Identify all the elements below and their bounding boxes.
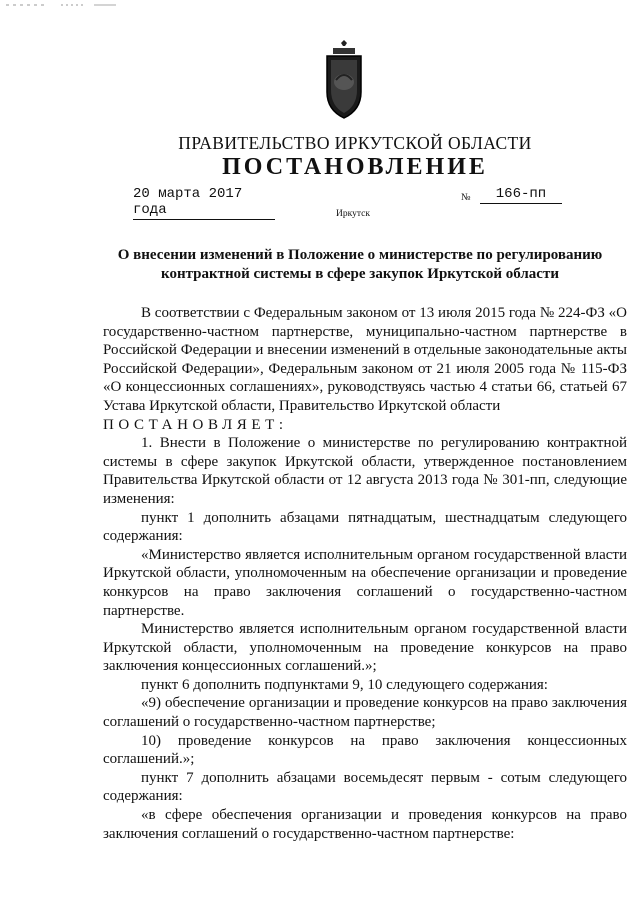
government-name: ПРАВИТЕЛЬСТВО ИРКУТСКОЙ ОБЛАСТИ — [178, 133, 532, 153]
paragraph-subpoint-9: «9) обеспечение организации и проведение конкурсов на право заключения соглашений о государственно-частном партнерстве; — [103, 695, 627, 731]
paragraph-point-1: пункт 1 дополнить абзацами пятнадцатым, шестнадцатым следующего содержания: — [103, 509, 627, 545]
number-label: № — [461, 192, 471, 203]
document-body — [103, 304, 627, 843]
paragraph-quote-1: «Министерство является исполнительным органом государственной власти Иркутской области, уполномоченным на обеспечение организации и проведение конкурсов на право заключения соглашений о государственно-частном партнерстве. — [103, 546, 627, 619]
paragraph-subpoint-10: 10) проведение конкурсов на право заключения концессионных соглашений.»; — [103, 732, 627, 768]
coat-of-arms-emblem — [319, 40, 369, 120]
subject-line-2: контрактной системы в сфере закупок Иркутской области — [161, 266, 559, 282]
paragraph-point-6: пункт 6 дополнить подпунктами 9, 10 следующего содержания: — [141, 676, 548, 693]
scan-artifact-marks — [6, 2, 126, 8]
paragraph-quote-3: «в сфере обеспечения организации и проведения конкурсов на право заключения соглашений о государственно-частном партнерстве: — [103, 807, 627, 842]
document-date: 20 марта 2017 года — [133, 186, 275, 220]
paragraph-preamble: В соответствии с Федеральным законом от 13 июля 2015 года № 224-ФЗ «О государственно-частном партнерстве, муниципально-частном партнерстве в Российской Федерации и внесении изменений в отдельные законодательные акты Российской Федерации», Федеральным законом от 21 июля 2005 года № 115-ФЗ «О концессионных соглашениях», руководствуясь частью 4 статьи 66, статьей 67 Устава Иркутской области, Правительство Иркутской области — [103, 305, 627, 414]
paragraph-quote-2: Министерство является исполнительным органом государственной власти Иркутской области, уполномоченным на проведение конкурсов на право заключения концессионных соглашений.»; — [103, 621, 627, 675]
city-name: Иркутск — [336, 209, 370, 219]
document-number: 166-пп — [480, 186, 562, 204]
paragraph-point-7: пункт 7 дополнить абзацами восемьдесят первым - сотым следующего содержания: — [103, 769, 627, 805]
document-type-title: ПОСТАНОВЛЕНИЕ — [222, 154, 488, 180]
paragraph-resolves: ПОСТАНОВЛЯЕТ: — [103, 416, 288, 433]
paragraph-item-1: 1. Внести в Положение о министерстве по регулированию контрактной системы в сфере закупок Иркутской области, утвержденное постановлением Правительства Иркутской области от 12 августа 2013 года № 301-пп, следующие изменения: — [103, 435, 627, 507]
subject-line-1: О внесении изменений в Положение о министерстве по регулированию — [117, 247, 603, 263]
document-subject — [110, 246, 610, 284]
